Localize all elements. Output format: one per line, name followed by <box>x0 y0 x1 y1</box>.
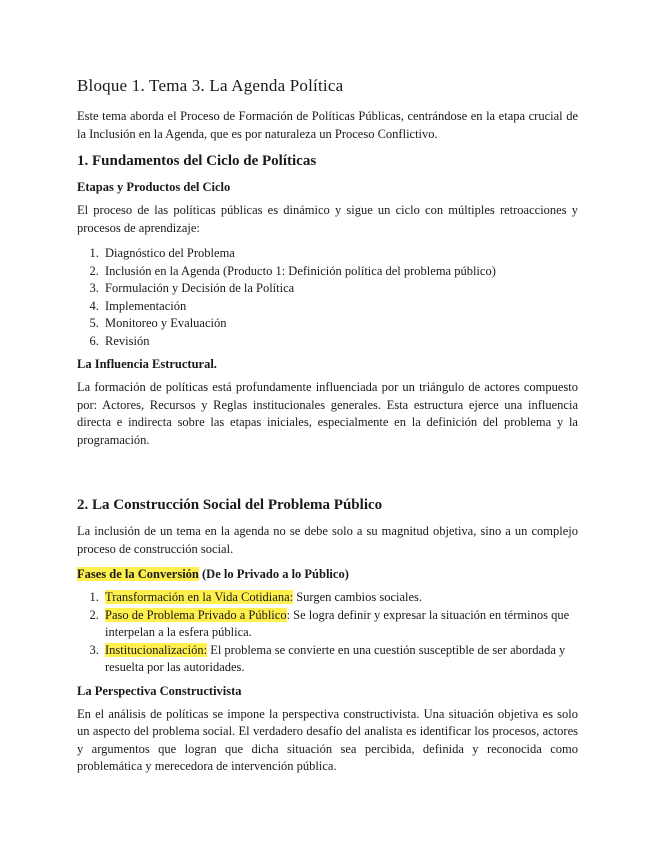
phases-list <box>77 589 578 677</box>
section2-intro-text: La inclusión de un tema en la agenda no se debe solo a su magnitud objetiva, sino a un complejo proceso de construcción social. <box>77 524 578 556</box>
phase-desc: El problema se convierte en una cuestión susceptible de ser abordada y resuelta por las autoridades. <box>105 642 566 674</box>
section-spacer <box>77 457 578 495</box>
phase-desc: Surgen cambios sociales. <box>293 590 423 604</box>
list-item <box>102 607 578 642</box>
constructivist-text: En el análisis de políticas se impone la perspectiva constructivista. Una situación objetiva es solo un aspecto del problema social. El verdadero desafío del analista es identificar los procesos, actores y argumentos que logran que dicha situación sea percibida, definida y reconocida como problemática y merecedora de intervención pública. <box>77 706 578 773</box>
section1-heading: 1. Fundamentos del Ciclo de Políticas <box>77 153 317 169</box>
phase-desc: : Se logra definir y expresar la situación en términos que interpelan a la esfera pública. <box>105 607 570 639</box>
phases-heading-highlight: Fases de la Conversión <box>77 567 199 581</box>
list-item: 4. Implementación <box>102 298 578 316</box>
section1-stages-text: El proceso de las políticas públicas es dinámico y sigue un ciclo con múltiples retroacciones y procesos de aprendizaje: <box>77 203 578 235</box>
list-item <box>102 642 578 677</box>
section1-subheading-stages: Etapas y Productos del Ciclo <box>77 180 231 194</box>
list-item <box>102 589 578 607</box>
page-title: Bloque 1. Tema 3. La Agenda Política <box>77 76 344 95</box>
constructivist-heading: La Perspectiva Constructivista <box>77 683 242 698</box>
phases-heading <box>77 566 578 583</box>
phases-heading-rest: (De lo Privado a lo Público) <box>198 567 349 581</box>
intro-paragraph: Este tema aborda el Proceso de Formación de Políticas Públicas, centrándose en la etapa crucial de la Inclusión en la Agenda, que es por naturaleza un Proceso Conflictivo. <box>77 109 578 141</box>
list-item: 6. Revisión <box>102 333 578 351</box>
document-page <box>77 74 578 784</box>
section2-heading: 2. La Construcción Social del Problema Público <box>77 497 383 513</box>
phase-term: Paso de Problema Privado a Público <box>105 607 287 622</box>
section1-subheading-influence: La Influencia Estructural. <box>77 357 217 371</box>
list-item: 2. Inclusión en la Agenda (Producto 1: Definición política del problema público) <box>102 263 578 281</box>
phase-term: Transformación en la Vida Cotidiana: <box>105 590 294 604</box>
phase-term: Institucionalización: <box>105 642 208 657</box>
section1-influence-text: La formación de políticas está profundamente influenciada por un triángulo de actores compuesto por: Actores, Recursos y Reglas institucionales generales. Esta estructura ejerce una influencia directa e indirecta sobre las etapas iniciales, especialmente en la definición del problema y la programación. <box>77 380 578 447</box>
list-item: 1. Diagnóstico del Problema <box>102 245 578 263</box>
stages-list <box>77 245 578 350</box>
list-item: 3. Formulación y Decisión de la Política <box>102 280 578 298</box>
list-item: 5. Monitoreo y Evaluación <box>102 315 578 333</box>
